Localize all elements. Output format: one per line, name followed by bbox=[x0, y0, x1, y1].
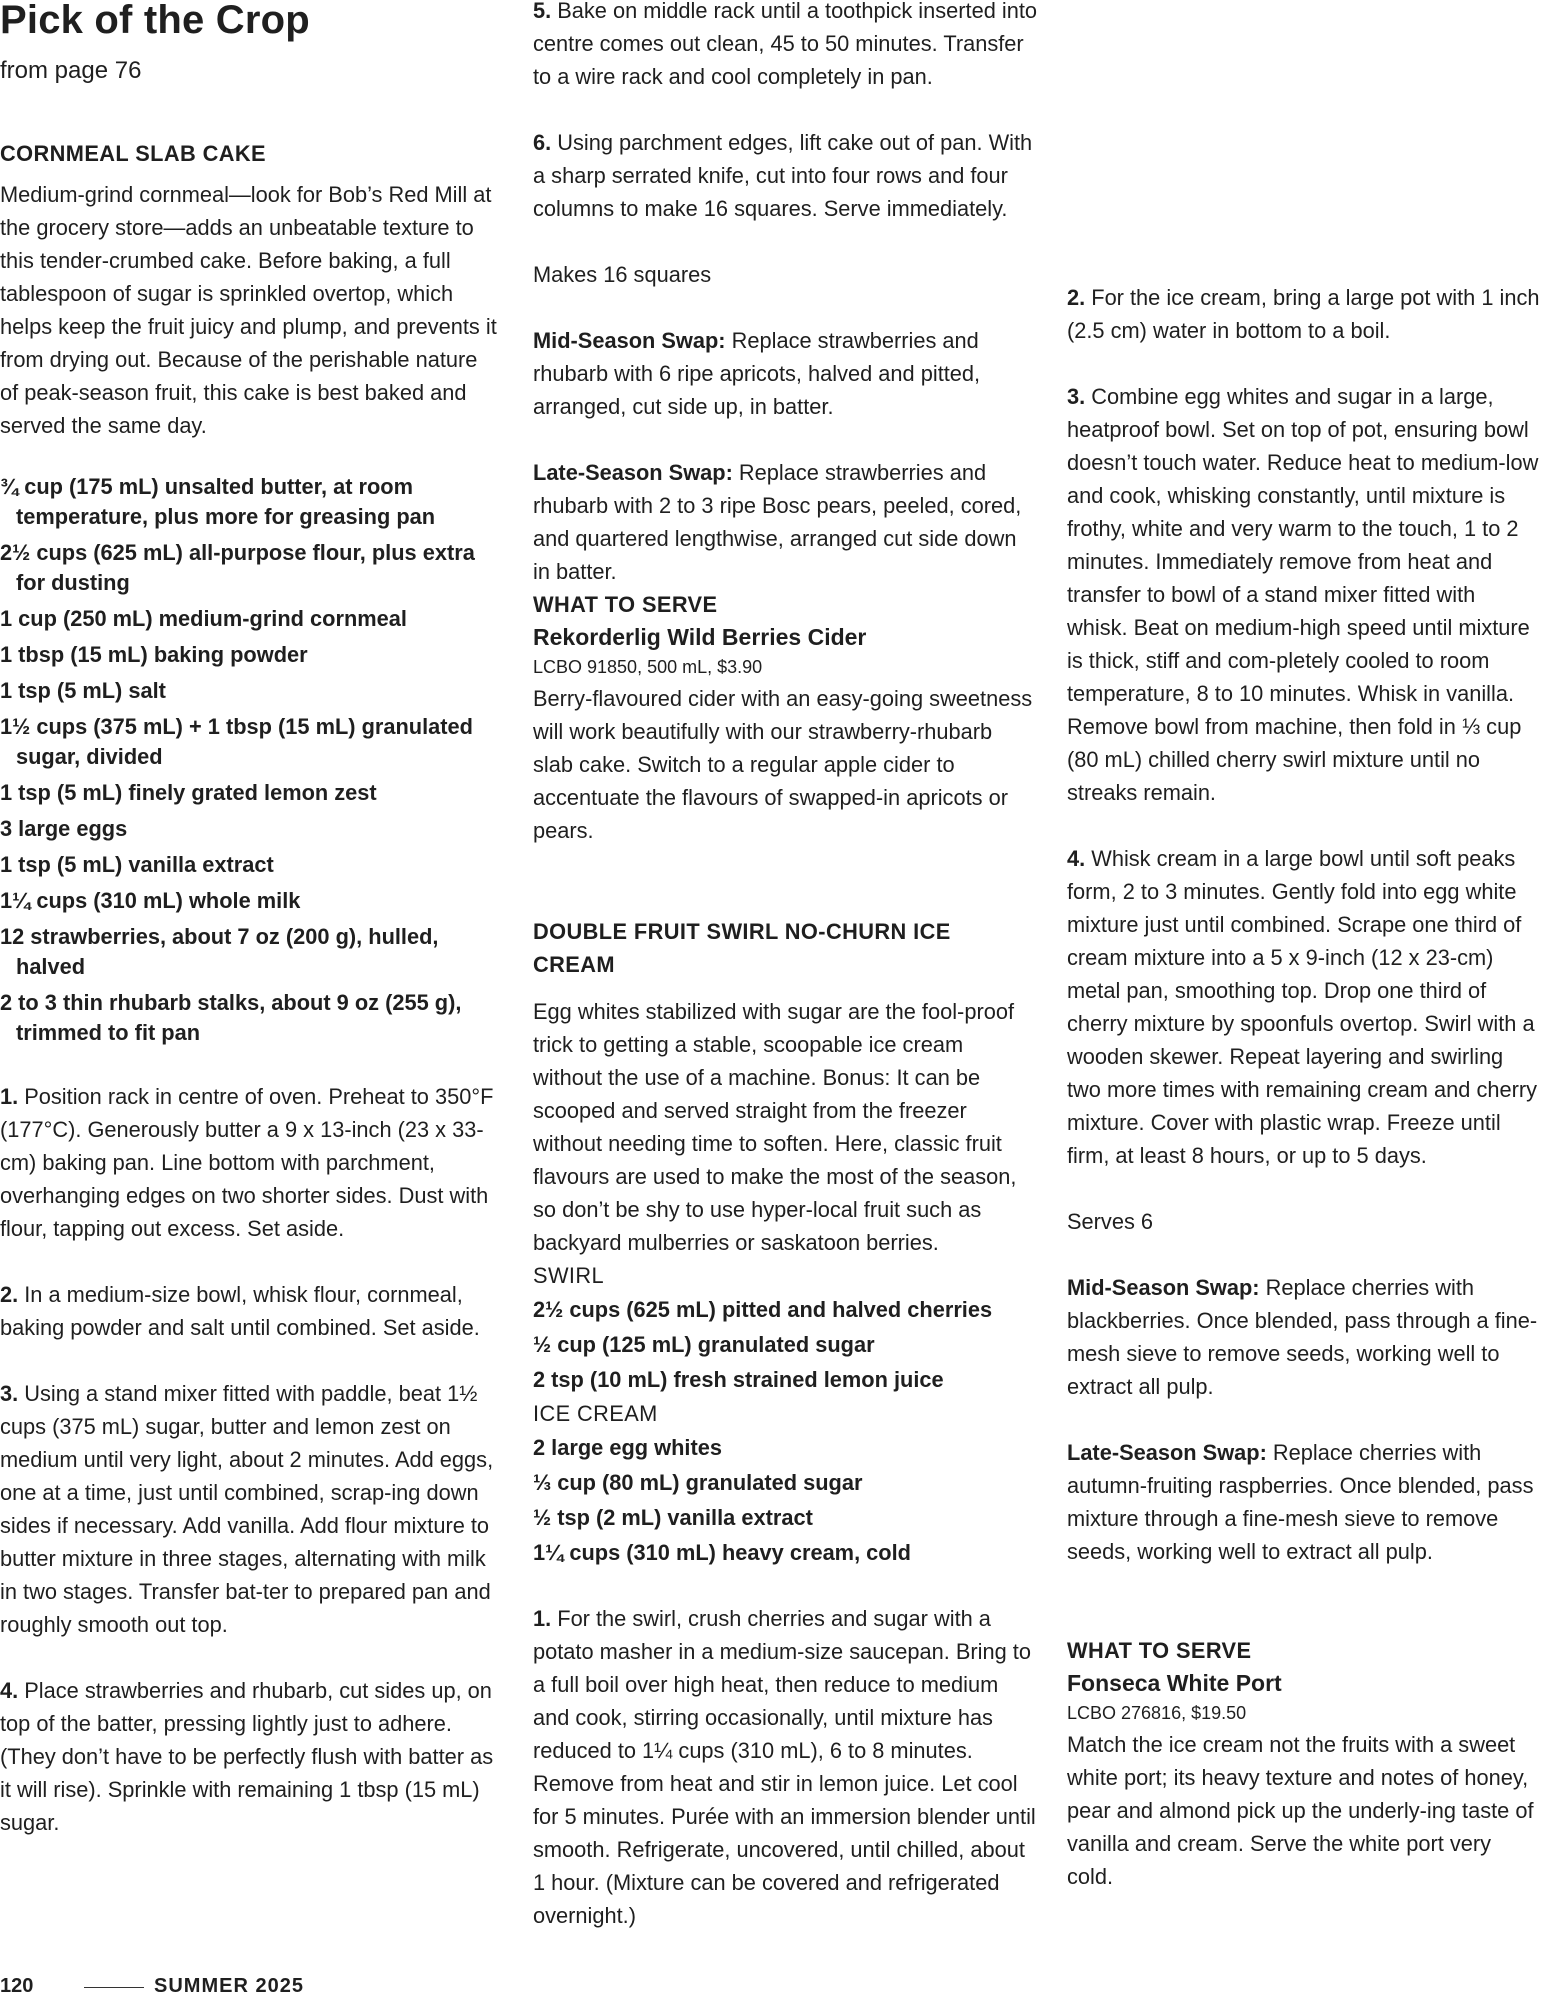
ingredient: 3 large eggs bbox=[0, 816, 128, 841]
step-text: Using a stand mixer fitted with paddle, beat 1½ cups (375 mL) sugar, butter and lemon zest on medium until very light, about 2 minutes. Add eggs, one at a time, just until combined, scrap-ing down sides if necessary. Add vanilla. Add flour mixture to butter mixture in three stages, alternating with milk in two stages. Transfer bat-ter to prepared pan and roughly smooth out top. bbox=[0, 1381, 494, 1637]
swirl-heading: SWIRL bbox=[533, 1263, 605, 1288]
ingredient: 1½ cups (375 mL) + 1 tbsp (15 mL) granulated sugar, divided bbox=[0, 714, 473, 769]
ingredient: 2 to 3 thin rhubarb stalks, about 9 oz (255 g), trimmed to fit pan bbox=[0, 990, 462, 1045]
icecream-late-season-swap bbox=[1067, 1436, 1541, 1568]
ingredient: ⅓ cup (80 mL) granulated sugar bbox=[533, 1470, 863, 1495]
icecream-step-1 bbox=[533, 1602, 1038, 1932]
ingredient: 1 tsp (5 mL) finely grated lemon zest bbox=[0, 780, 377, 805]
step-number: 2. bbox=[0, 1282, 19, 1307]
icecream-serve-name: Fonseca White Port bbox=[1067, 1670, 1282, 1696]
icecream-mid-season-swap bbox=[1067, 1271, 1541, 1403]
swap-text: Replace strawberries and rhubarb with 2 to 3 ripe Bosc pears, peeled, cored, and quartered lengthwise, arranged cut side down in batter. bbox=[533, 460, 1022, 584]
swap-label: Mid-Season Swap: bbox=[533, 328, 726, 353]
icecream-step-2 bbox=[1067, 281, 1541, 347]
step-number: 1. bbox=[0, 1084, 19, 1109]
cake-intro: Medium-grind cornmeal—look for Bob’s Red Mill at the grocery store—adds an unbeatable texture to this tender-crumbed cake. Before baking, a full tablespoon of sugar is sprinkled overtop, which helps keep the fruit juicy and plump, and prevents it from drying out. Because of the perishable nature of peak-season fruit, this cake is best baked and served the same day. bbox=[0, 182, 497, 438]
step-number: 3. bbox=[1067, 384, 1086, 409]
step-number: 3. bbox=[0, 1381, 19, 1406]
step-text: Position rack in centre of oven. Preheat to 350°F (177°C). Generously butter a 9 x 13-inch (23 x 33-cm) baking pan. Line bottom with parchment, overhanging edges on two shorter sides. Dust with flour, tapping out excess. Set aside. bbox=[0, 1084, 494, 1241]
cake-serve-heading: WHAT TO SERVE bbox=[533, 592, 718, 617]
icecream-serve-heading: WHAT TO SERVE bbox=[1067, 1638, 1252, 1663]
page-number: 120 bbox=[0, 1975, 34, 1997]
ingredient: 2½ cups (625 mL) pitted and halved cherries bbox=[533, 1297, 993, 1322]
ice-cream-heading: ICE CREAM bbox=[533, 1401, 658, 1426]
ingredient: 2 large egg whites bbox=[533, 1435, 722, 1460]
icecream-recipe-title: DOUBLE FRUIT SWIRL NO-CHURN ICE CREAM bbox=[533, 919, 951, 977]
step-text: For the ice cream, bring a large pot with 1 inch (2.5 cm) water in bottom to a boil. bbox=[1067, 285, 1540, 343]
ingredient: 1¼ cups (310 mL) whole milk bbox=[0, 888, 301, 913]
ingredient: ½ cup (125 mL) granulated sugar bbox=[533, 1332, 875, 1357]
step-text: Place strawberries and rhubarb, cut sides up, on top of the batter, pressing lightly just to adhere. (They don’t have to be perfectly flush with batter as it will rise). Sprinkle with remaining 1 tbsp (15 mL) sugar. bbox=[0, 1678, 494, 1835]
ingredient: ¾ cup (175 mL) unsalted butter, at room temperature, plus more for greasing pan bbox=[0, 474, 436, 529]
icecream-serve-text: Match the ice cream not the fruits with a sweet white port; its heavy texture and notes of honey, pear and almond pick up the underly-ing taste of vanilla and cream. Serve the white port very cold. bbox=[1067, 1732, 1534, 1889]
ingredient: ½ tsp (2 mL) vanilla extract bbox=[533, 1505, 813, 1530]
column-1 bbox=[0, 0, 500, 1839]
swap-text: Replace strawberries and rhubarb with 6 ripe apricots, halved and pitted, arranged, cut side up, in batter. bbox=[533, 328, 981, 419]
swap-label: Mid-Season Swap: bbox=[1067, 1275, 1260, 1300]
ingredient: 1¼ cups (310 mL) heavy cream, cold bbox=[533, 1540, 911, 1565]
step-text: For the swirl, crush cherries and sugar with a potato masher in a medium-size saucepan. Bring to a full boil over high heat, then reduce to medium and cook, stirring occasionally, until mixture has reduced to 1¼ cups (310 mL), 6 to 8 minutes. Remove from heat and stir in lemon juice. Let cool for 5 minutes. Purée with an immersion blender until smooth. Refrigerate, uncovered, until chilled, about 1 hour. (Mixture can be covered and refrigerated overnight.) bbox=[533, 1606, 1036, 1928]
cake-step-4 bbox=[0, 1674, 500, 1839]
step-text: Using parchment edges, lift cake out of pan. With a sharp serrated knife, cut into four rows and four columns to make 16 squares. Serve immediately. bbox=[533, 130, 1033, 221]
page-title: Pick of the Crop bbox=[0, 0, 310, 42]
step-number: 5. bbox=[533, 0, 552, 23]
icecream-serve-info: LCBO 276816, $19.50 bbox=[1067, 1703, 1247, 1723]
step-number: 1. bbox=[533, 1606, 552, 1631]
cake-serve-info: LCBO 91850, 500 mL, $3.90 bbox=[533, 657, 763, 677]
icecream-intro: Egg whites stabilized with sugar are the fool-proof trick to getting a stable, scoopable ice cream without the use of a machine. Bonus: It can be scooped and served straight from the freezer without needing time to soften. Here, classic fruit flavours are used to make the most of the season, so don’t be shy to use hyper-local fruit such as backyard mulberries or saskatoon berries. bbox=[533, 999, 1017, 1255]
ingredient: 1 tsp (5 mL) salt bbox=[0, 678, 166, 703]
step-text: Whisk cream in a large bowl until soft peaks form, 2 to 3 minutes. Gently fold into egg white mixture just until combined. Scrape one third of cream mixture into a 5 x 9-inch (12 x 23-cm) metal pan, smoothing top. Drop one third of cherry mixture by spoonfuls overtop. Swirl with a wooden skewer. Repeat layering and swirling two more times with remaining cream and cherry mixture. Cover with plastic wrap. Freeze until firm, at least 8 hours, or up to 5 days. bbox=[1067, 846, 1538, 1168]
ingredient: 1 tsp (5 mL) vanilla extract bbox=[0, 852, 274, 877]
cake-serve-name: Rekorderlig Wild Berries Cider bbox=[533, 624, 867, 650]
column-2 bbox=[533, 0, 1038, 1932]
step-text: Bake on middle rack until a toothpick inserted into centre comes out clean, 45 to 50 minutes. Transfer to a wire rack and cool completely in pan. bbox=[533, 0, 1038, 89]
cake-step-6 bbox=[533, 126, 1038, 225]
page-subtitle: from page 76 bbox=[0, 57, 142, 84]
step-number: 4. bbox=[0, 1678, 19, 1703]
step-number: 2. bbox=[1067, 285, 1086, 310]
cake-step-2 bbox=[0, 1278, 500, 1344]
cake-mid-season-swap bbox=[533, 324, 1038, 423]
ingredient: 1 cup (250 mL) medium-grind cornmeal bbox=[0, 606, 407, 631]
ingredient: 1 tbsp (15 mL) baking powder bbox=[0, 642, 308, 667]
cake-step-3 bbox=[0, 1377, 500, 1641]
step-text: In a medium-size bowl, whisk flour, cornmeal, baking powder and salt until combined. Set aside. bbox=[0, 1282, 480, 1340]
swap-label: Late-Season Swap: bbox=[1067, 1440, 1267, 1465]
cake-late-season-swap bbox=[533, 456, 1038, 588]
swap-label: Late-Season Swap: bbox=[533, 460, 733, 485]
cake-recipe-title: CORNMEAL SLAB CAKE bbox=[0, 141, 266, 166]
step-number: 6. bbox=[533, 130, 552, 155]
cake-step-5 bbox=[533, 0, 1038, 93]
footer-rule bbox=[84, 1987, 144, 1988]
step-text: Combine egg whites and sugar in a large, heatproof bowl. Set on top of pot, ensuring bowl doesn’t touch water. Reduce heat to medium-low and cook, whisking constantly, until mixture is frothy, white and very warm to the touch, 1 to 2 minutes. Immediately remove from heat and transfer to bowl of a stand mixer fitted with whisk. Beat on medium-high speed until mixture is thick, stiff and com-pletely cooled to room temperature, 8 to 10 minutes. Whisk in vanilla. Remove bowl from machine, then fold in ⅓ cup (80 mL) chilled cherry swirl mixture until no streaks remain. bbox=[1067, 384, 1539, 805]
cake-step-1 bbox=[0, 1080, 500, 1245]
ingredient: 2½ cups (625 mL) all-purpose flour, plus extra for dusting bbox=[0, 540, 475, 595]
issue-label: SUMMER 2025 bbox=[154, 1975, 304, 1997]
icecream-step-3 bbox=[1067, 380, 1541, 809]
cake-ingredients bbox=[0, 472, 500, 1048]
ingredient: 12 strawberries, about 7 oz (200 g), hulled, halved bbox=[0, 924, 439, 979]
cake-yield: Makes 16 squares bbox=[533, 262, 712, 287]
icecream-yield: Serves 6 bbox=[1067, 1209, 1154, 1234]
column-3 bbox=[1067, 0, 1541, 1893]
icecream-step-4 bbox=[1067, 842, 1541, 1172]
cake-serve-text: Berry-flavoured cider with an easy-going sweetness will work beautifully with our strawberry-rhubarb slab cake. Switch to a regular apple cider to accentuate the flavours of swapped-in apricots or pears. bbox=[533, 686, 1033, 843]
ingredient: 2 tsp (10 mL) fresh strained lemon juice bbox=[533, 1367, 944, 1392]
swap-text: Replace cherries with autumn-fruiting raspberries. Once blended, pass mixture through a fine-mesh sieve to remove seeds, working well to extract all pulp. bbox=[1067, 1440, 1534, 1564]
step-number: 4. bbox=[1067, 846, 1086, 871]
swap-text: Replace cherries with blackberries. Once blended, pass through a fine-mesh sieve to remove seeds, working well to extract all pulp. bbox=[1067, 1275, 1538, 1399]
